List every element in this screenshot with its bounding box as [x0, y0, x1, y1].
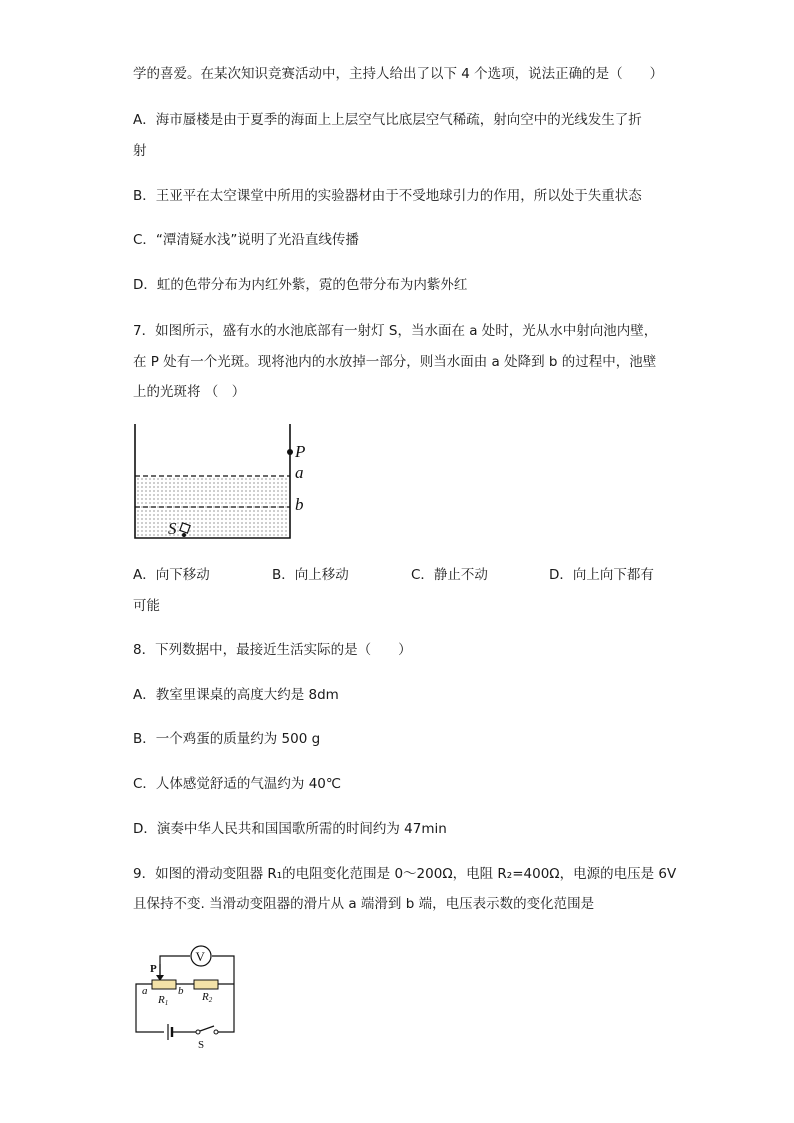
- q7-stem-line1: 7．如图所示，盛有水的水池底部有一射灯 S，当水面在 a 处时，光从水中射向池内壁，: [133, 323, 658, 339]
- label-p: P: [150, 963, 157, 975]
- q8-option-c: C．人体感觉舒适的气温约为 40℃: [133, 776, 342, 792]
- q7-stem-line3: 上的光斑将 （ ）: [133, 384, 246, 400]
- label-b: b: [178, 985, 184, 997]
- q7-option-b: B．向上移动: [272, 567, 349, 583]
- label-r1: R1: [158, 994, 169, 1007]
- q8-stem: 8．下列数据中，最接近生活实际的是（ ）: [133, 642, 412, 658]
- q7-stem-line2: 在 P 处有一个光斑。现将池内的水放掉一部分，则当水面由 a 处降到 b 的过程中，池壁: [133, 354, 657, 370]
- q6-option-a-line1: A．海市蜃楼是由于夏季的海面上上层空气比底层空气稀疏，射向空中的光线发生了折: [133, 112, 642, 128]
- q9-stem-line1: 9．如图的滑动变阻器 R₁的电阻变化范围是 0～200Ω，电阻 R₂=400Ω，电源的电压是 6V: [133, 866, 677, 882]
- q6-option-b: B．王亚平在太空课堂中所用的实验器材由于不受地球引力的作用，所以处于失重状态: [133, 188, 642, 204]
- q7-option-d: D．向上向下都有: [549, 567, 654, 583]
- spot-p-dot: [287, 449, 293, 455]
- q9-stem-line2: 且保持不变. 当滑动变阻器的滑片从 a 端滑到 b 端，电压表示数的变化范围是: [133, 896, 595, 912]
- q6-option-a-line2: 射: [133, 143, 147, 159]
- label-r2: R2: [202, 991, 213, 1004]
- label-s: S: [198, 1039, 205, 1050]
- label-a: a: [295, 463, 304, 482]
- resistor-r2: [194, 980, 218, 989]
- q8-option-b: B．一个鸡蛋的质量约为 500 g: [133, 731, 321, 747]
- label-a: a: [142, 985, 148, 997]
- circuit-figure: [128, 938, 248, 1050]
- q8-option-d: D．演奏中华人民共和国国歌所需的时间约为 47min: [133, 821, 447, 837]
- pool-figure: [125, 418, 325, 548]
- q6-stem-tail: 学的喜爱。在某次知识竞赛活动中，主持人给出了以下 4 个选项，说法正确的是（ ）: [133, 66, 664, 82]
- switch-s-icon: [200, 1026, 214, 1031]
- label-s: S: [168, 519, 177, 538]
- q8-option-a: A．教室里课桌的高度大约是 8dm: [133, 687, 339, 703]
- q7-option-a: A．向下移动: [133, 567, 210, 583]
- label-p: P: [295, 442, 306, 461]
- q7-option-c: C．静止不动: [411, 567, 488, 583]
- lamp-s-icon: [180, 523, 190, 533]
- resistor-r1: [152, 980, 176, 989]
- label-b: b: [295, 495, 304, 514]
- q6-option-c: C．“潭清疑水浅”说明了光沿直线传播: [133, 232, 359, 248]
- q7-option-d-wrap: 可能: [133, 598, 160, 614]
- voltmeter-label: V: [195, 949, 205, 964]
- q6-option-d: D．虹的色带分布为内红外紫，霓的色带分布为内紫外红: [133, 277, 468, 293]
